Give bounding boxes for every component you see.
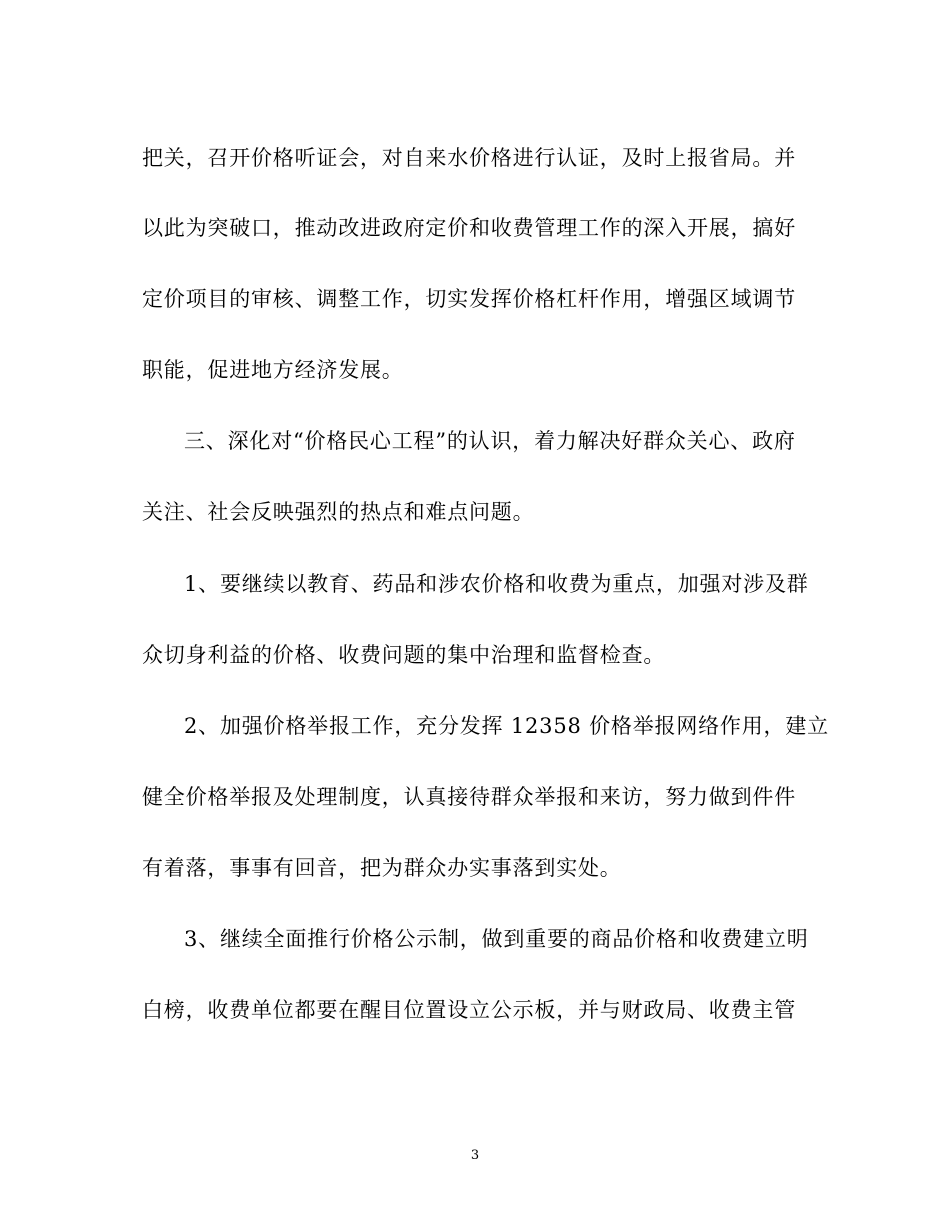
list-item-line: 3、继续全面推行价格公示制，做到重要的商品价格和收费建立明 [184, 927, 809, 951]
section-heading-line: 三、深化对“价格民心工程”的认识，着力解决好群众关心、政府 [184, 429, 796, 453]
body-text-line: 把关，召开价格听证会，对自来水价格进行认证，及时上报省局。并 [142, 146, 796, 170]
section-heading-line: 关注、社会反映强烈的热点和难点问题。 [142, 500, 535, 524]
list-item-line: 众切身利益的价格、收费问题的集中治理和监督检查。 [142, 643, 666, 667]
list-item-line: 有着落，事事有回音，把为群众办实事落到实处。 [142, 856, 622, 880]
list-item-line: 白榜，收费单位都要在醒目位置设立公示板，并与财政局、收费主管 [142, 998, 796, 1022]
list-item-line: 1、要继续以教育、药品和涉农价格和收费为重点，加强对涉及群 [184, 572, 809, 596]
body-text-line: 职能，促进地方经济发展。 [142, 358, 404, 382]
list-item-line: 健全价格举报及处理制度，认真接待群众举报和来访，努力做到件件 [142, 785, 796, 809]
body-text-line: 以此为突破口，推动改进政府定价和收费管理工作的深入开展，搞好 [142, 216, 796, 240]
body-text-line: 定价项目的审核、调整工作，切实发挥价格杠杆作用，增强区域调节 [142, 287, 796, 311]
list-item-line: 2、加强价格举报工作，充分发挥 12358 价格举报网络作用，建立 [184, 714, 829, 738]
page-number: 3 [470, 1148, 480, 1163]
